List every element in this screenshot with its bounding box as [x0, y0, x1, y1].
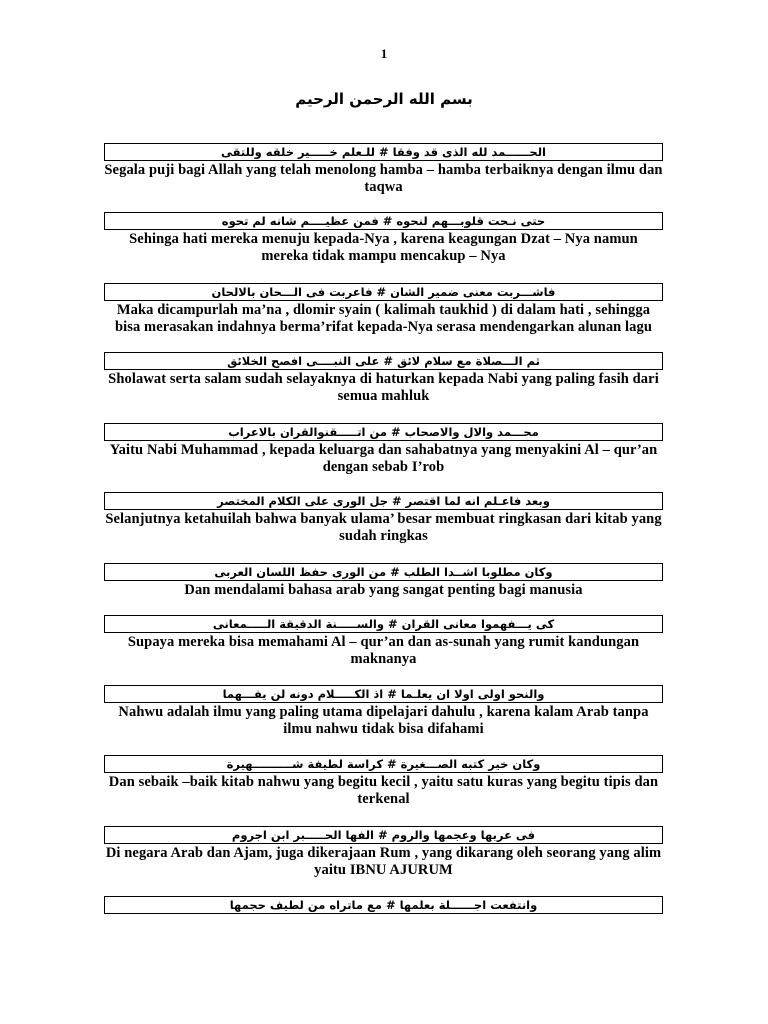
verse-translation: Sehinga hati mereka menuju kepada-Nya , karena keagungan Dzat – Nya namun mereka tidak mampu mencakup – Nya [129, 231, 638, 264]
verse-translation: Sholawat serta salam sudah selayaknya di haturkan kepada Nabi yang paling fasih dari semua mahluk [108, 371, 659, 404]
verse-block [104, 143, 663, 196]
verse-block [104, 615, 663, 668]
page-number: 1 [380, 46, 388, 61]
verse-translation: Di negara Arab dan Ajam, juga dikerajaan Rum , yang dikarang oleh seorang yang alim yaitu IBNU AJURUM [105, 845, 662, 878]
verse-block [104, 283, 663, 336]
verse-block [104, 492, 663, 545]
verse-translation: Segala puji bagi Allah yang telah menolong hamba – hamba terbaiknya dengan ilmu dan taqwa [104, 162, 663, 195]
verse-block [104, 755, 663, 808]
verse-translation: Yaitu Nabi Muhammad , kepada keluarga dan sahabatnya yang menyakini Al – qur’an dengan sebab I’rob [109, 442, 658, 475]
arabic-verse: وانتفعت اجــــــلة بعلمها # مع ماتراه من لطيف حجمها [104, 896, 663, 914]
arabic-verse: فاشـــربت معنى ضمير الشان # فاعربت فى الـــحان بالالحان [104, 283, 663, 301]
verse-translation: Dan mendalami bahasa arab yang sangat penting bagi manusia [184, 582, 583, 598]
arabic-verse: الحــــــمد لله الذى قد وفقا # للـعلم خـــــير خلقه وللتقى [104, 143, 663, 161]
arabic-verse: والنحو اولى اولا ان يعلـما # اذ الكـــــلام دونه لن يفـــهما [104, 685, 663, 703]
verse-translation: Nahwu adalah ilmu yang paling utama dipelajari dahulu , karena kalam Arab tanpa ilmu nahwu tidak bisa difahami [118, 704, 649, 737]
arabic-verse: حتى نـحت قلوبـــهم لنحوه # فمن عظيــــم شانه لم تحوه [104, 212, 663, 230]
verse-block [104, 352, 663, 405]
verse-block [104, 685, 663, 738]
verse-block [104, 563, 663, 599]
basmala-heading: بسم الله الرحمن الرحيم [295, 90, 473, 108]
verse-translation: Dan sebaik –baik kitab nahwu yang begitu kecil , yaitu satu kuras yang begitu tipis dan terkenal [108, 774, 659, 807]
verse-block [104, 212, 663, 265]
arabic-verse: ثم الـــصلاة مع سلام لائق # على النبــــى افصح الخلائق [104, 352, 663, 370]
arabic-verse: وكان خير كتبه الصـــغيرة # كراسة لطيفة شــــــــــهيرة [104, 755, 663, 773]
verse-translation: Supaya mereka bisa memahami Al – qur’an dan as-sunah yang rumit kandungan maknanya [127, 634, 640, 667]
verse-block [104, 896, 663, 914]
arabic-verse: محـــمد والال والاصحاب # من اتـــــقنوالقران بالاعراب [104, 423, 663, 441]
arabic-verse: كى يـــفهموا معانى القران # والســـــنة الدقيقة الـــــمعانى [104, 615, 663, 633]
verse-translation: Maka dicampurlah ma’na , dlomir syain ( kalimah taukhid ) di dalam hati , sehingga bisa merasakan indahnya berma’rifat kepada-Nya serasa mendengarkan alunan lagu [114, 302, 653, 335]
arabic-verse: وبعد فاعـلم انه لما اقتصر # جل الورى على الكلام المختصر [104, 492, 663, 510]
verse-translation: Selanjutnya ketahuilah bahwa banyak ulama’ besar membuat ringkasan dari kitab yang sudah ringkas [105, 511, 662, 544]
verse-block [104, 423, 663, 476]
arabic-verse: وكان مطلوبا اشــدا الطلب # من الورى حفظ اللسان العربى [104, 563, 663, 581]
verse-block [104, 826, 663, 879]
arabic-verse: فى عربها وعجمها والروم # الفها الحـــــبر ابن اجروم [104, 826, 663, 844]
